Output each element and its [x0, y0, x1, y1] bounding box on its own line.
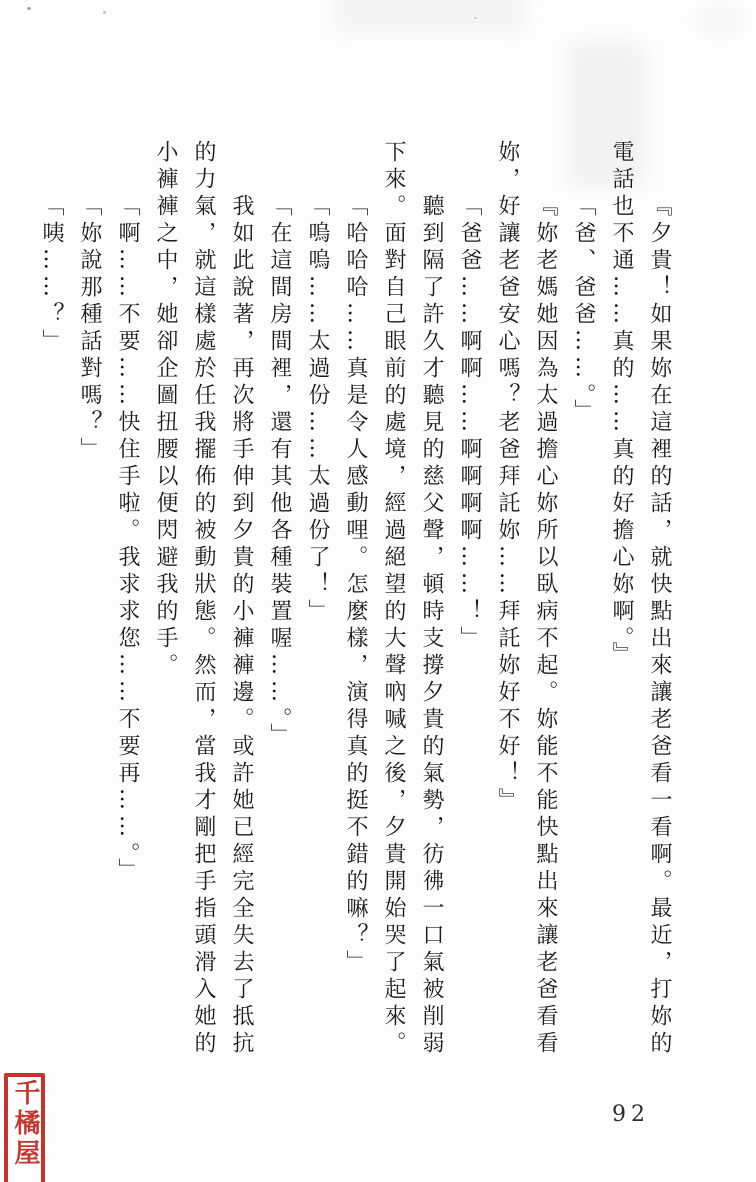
seal-text: 千橘屋 — [10, 1079, 40, 1169]
text-line: 下來。面對自己眼前的處境，經過絕望的大聲吶喊之後，夕貴開始哭了起來。 — [381, 140, 406, 1058]
scan-speck — [103, 11, 106, 14]
scan-smudge — [335, 0, 525, 32]
text-line: 聽到隔了許久才聽見的慈父聲，頓時支撐夕貴的氣勢，彷彿一口氣被削弱 — [419, 194, 444, 1058]
text-line: 「啊……不要……快住手啦。我求求您……不要再……。」 — [115, 194, 140, 885]
page-text — [32, 140, 678, 1092]
text-line: 「妳說那種話對嗎？」 — [77, 194, 102, 464]
text-line: 小褲褲之中，她卻企圖扭腰以便閃避我的手。 — [153, 140, 178, 680]
text-line: 的力氣，就這樣處於任我擺佈的被動狀態。然而，當我才剛把手指頭滑入她的 — [191, 140, 216, 1058]
text-line: 「嗚嗚……太過份……太過份了！」 — [305, 194, 330, 626]
text-line: 「哈哈哈……真是令人感動哩。怎麼樣，演得真的挺不錯的嘛？」 — [343, 194, 368, 977]
text-line: 妳，好讓老爸安心嗎？老爸拜託妳……拜託妳好不好！』 — [495, 140, 520, 815]
scan-smudge — [700, 8, 740, 34]
page-number: 92 — [612, 1102, 650, 1127]
text-line: 『妳老媽她因為太過擔心妳所以臥病不起。妳能不能快點出來讓老爸看看 — [533, 194, 558, 1058]
text-line: 『夕貴！如果妳在這裡的話，就快點出來讓老爸看一看啊。最近，打妳的 — [647, 194, 672, 1058]
text-line: 「咦……？」 — [39, 194, 64, 356]
scan-speck — [27, 7, 31, 10]
text-line: 「在這間房間裡，還有其他各種裝置喔……。」 — [267, 194, 292, 750]
text-line: 「爸爸……啊啊……啊啊啊啊……！」 — [457, 194, 482, 653]
text-line: 我如此說著，再次將手伸到夕貴的小褲褲邊。或許她已經完全失去了抵抗 — [229, 194, 254, 1058]
text-line: 「爸、爸爸……。」 — [571, 194, 596, 426]
text-line: 電話也不通……真的……真的好擔心妳啊。』 — [609, 140, 634, 669]
publisher-seal — [4, 1073, 45, 1182]
scan-speck — [474, 17, 477, 19]
